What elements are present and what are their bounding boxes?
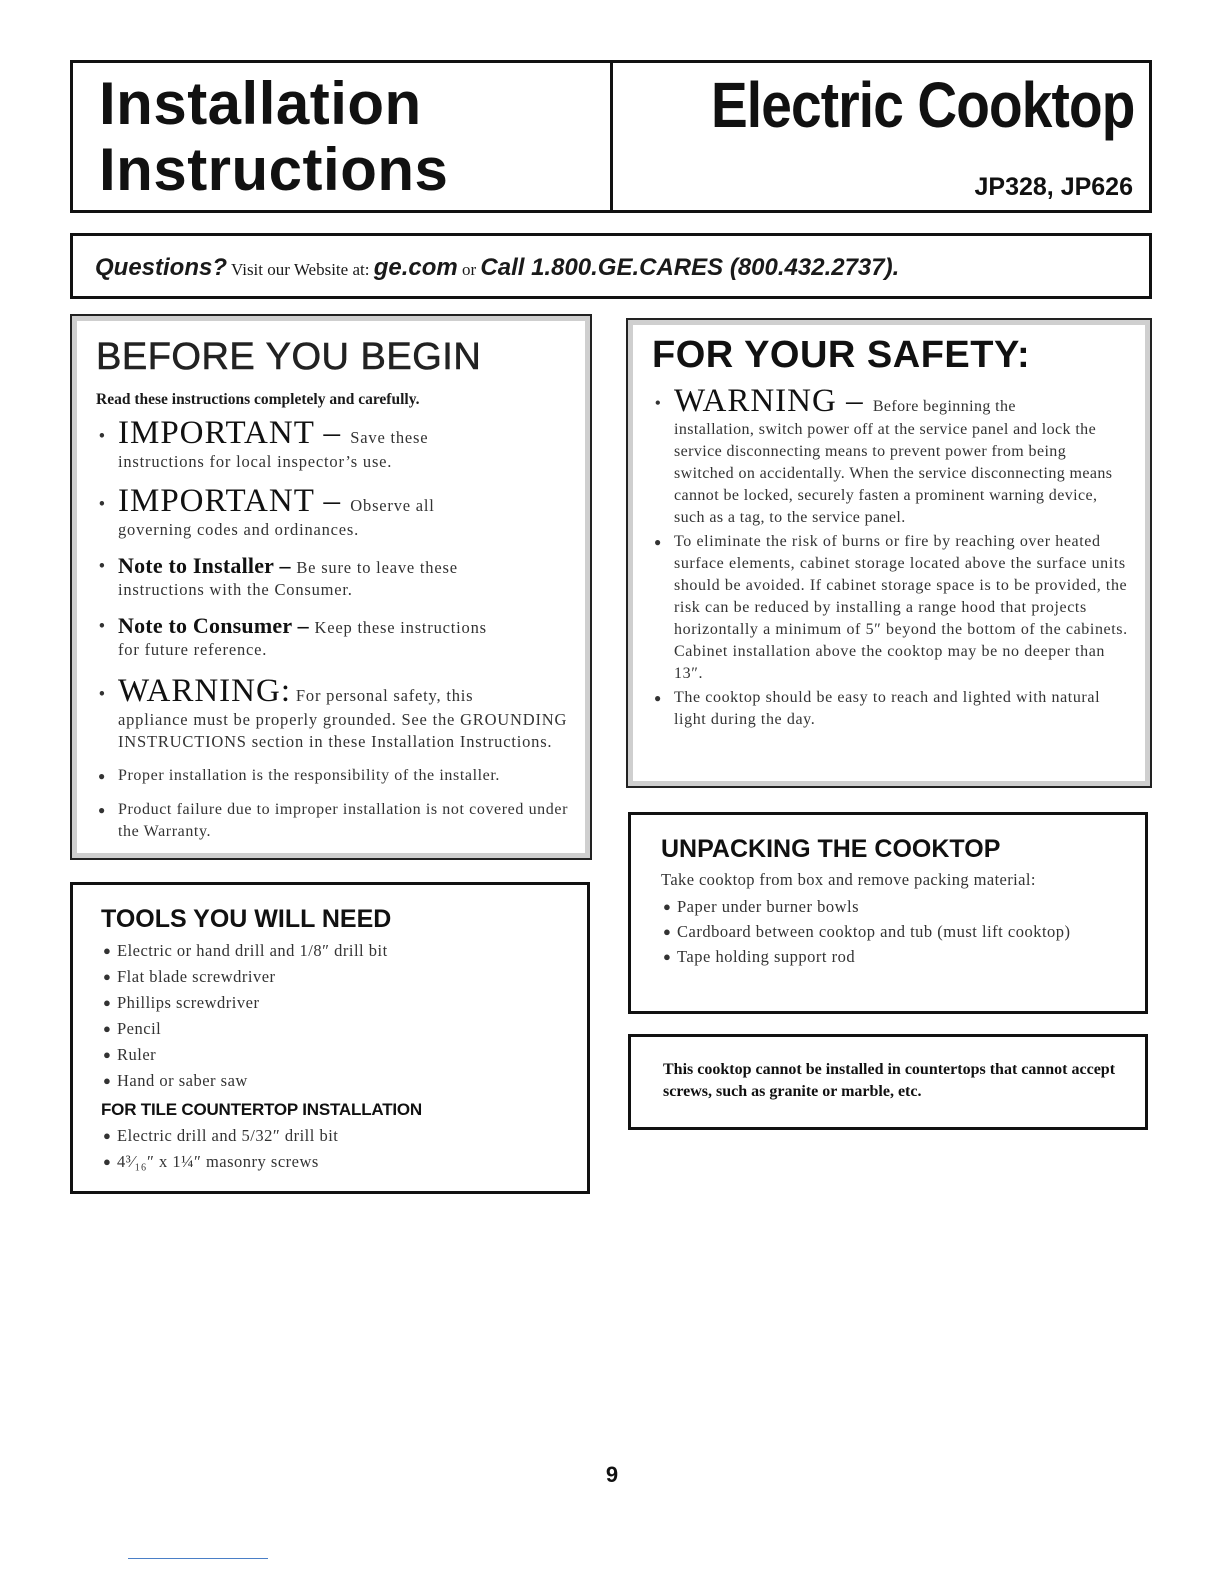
item-text: The cooktop should be easy to reach and lighted with natural light during the day. — [674, 689, 1101, 728]
item-heading: Note to Installer — [118, 553, 274, 578]
item-heading: WARNING: — [118, 673, 291, 709]
tools-section — [70, 882, 590, 1194]
unpacking-title: UNPACKING THE COOKTOP — [661, 835, 1001, 863]
document-header — [70, 60, 1152, 213]
bullet: ● — [103, 969, 112, 984]
visit-text: Visit our Website at: — [227, 260, 374, 279]
tool-text: Electric drill and 5/32″ drill bit — [117, 1126, 339, 1145]
item-heading: Note to Consumer — [118, 613, 292, 638]
tool-text: Electric or hand drill and 1/8″ drill bit — [117, 941, 388, 960]
tile-heading: FOR TILE COUNTERTOP INSTALLATION — [101, 1100, 422, 1119]
item-heading: IMPORTANT — [118, 415, 315, 451]
unpack-item — [661, 919, 1121, 944]
bullet: ● — [654, 691, 662, 705]
bullet: ● — [103, 1154, 112, 1169]
tools-title: TOOLS YOU WILL NEED — [101, 905, 392, 933]
item-text-inline: For personal safety, this — [295, 686, 474, 705]
phone-number: Call 1.800.GE.CARES (800.432.2737). — [480, 254, 900, 281]
product-title: Electric Cooktop — [711, 69, 1135, 141]
item-text-inline: Save these — [350, 428, 429, 447]
item-text: instructions with the Consumer. — [118, 580, 353, 599]
bullet: ● — [103, 995, 112, 1010]
tool-item — [101, 990, 563, 1016]
important-item-1 — [96, 415, 568, 473]
bullet: • — [99, 684, 106, 703]
header-title-line1: Installation — [99, 70, 422, 137]
bullet: ● — [98, 769, 106, 783]
bullet: • — [99, 426, 106, 445]
reach-light-item — [652, 687, 1130, 731]
warning-item — [96, 673, 568, 753]
item-text: Product failure due to improper installation is not covered under the Warranty. — [118, 801, 568, 840]
tile-tool-item — [101, 1123, 563, 1149]
unpack-text: Cardboard between cooktop and tub (must lift cooktop) — [677, 922, 1071, 941]
note-text: This cooktop cannot be installed in countertops that cannot accept screws, such as granite or marble, etc. — [663, 1061, 1116, 1100]
bullet: ● — [98, 803, 106, 817]
header-title-line2: Instructions — [99, 136, 449, 203]
item-dash: – — [291, 613, 315, 638]
for-your-safety-section — [626, 318, 1152, 788]
unpack-text: Tape holding support rod — [677, 947, 856, 966]
countertop-note — [628, 1034, 1148, 1130]
header-product-block — [613, 63, 1149, 210]
bullet: ● — [663, 949, 672, 964]
tool-text: Hand or saber saw — [117, 1071, 248, 1090]
tool-text: Pencil — [117, 1019, 162, 1038]
unpack-text: Paper under burner bowls — [677, 897, 859, 916]
item-text-inline: Keep these instructions — [314, 618, 487, 637]
bullet: ● — [103, 1047, 112, 1062]
item-dash: – — [314, 483, 351, 519]
tool-text: Flat blade screwdriver — [117, 967, 276, 986]
warranty-item — [96, 799, 568, 843]
unpack-item — [661, 944, 1121, 969]
before-you-begin-lead: Read these instructions completely and carefully. — [96, 391, 420, 408]
page-number: 9 — [605, 1462, 619, 1487]
bullet: ● — [663, 899, 672, 914]
warning-heading: WARNING — [674, 383, 837, 419]
before-you-begin-section — [70, 314, 592, 860]
footer-rule — [128, 1558, 268, 1559]
cabinet-storage-item — [652, 531, 1130, 685]
before-you-begin-title: BEFORE YOU BEGIN — [96, 336, 482, 378]
warning-dash: – — [836, 383, 873, 419]
item-text: governing codes and ordinances. — [118, 520, 360, 539]
tool-item — [101, 1068, 563, 1094]
or-text: or — [457, 260, 481, 279]
tool-item — [101, 964, 563, 990]
unpacking-intro: Take cooktop from box and remove packing material: — [661, 870, 1036, 889]
bullet: • — [99, 556, 106, 575]
bullet: ● — [103, 1073, 112, 1088]
item-text-inline: Observe all — [350, 496, 435, 515]
unpack-item — [661, 894, 1121, 919]
questions-bar — [70, 233, 1152, 299]
safety-warning-item — [652, 383, 1130, 529]
bullet: • — [655, 395, 662, 412]
installation-responsibility-item — [96, 765, 568, 787]
note-consumer-item — [96, 615, 568, 661]
tool-text: 4³⁄₁₆″ x 1¼″ masonry screws — [117, 1152, 319, 1171]
item-dash: – — [273, 553, 297, 578]
tool-text: Phillips screwdriver — [117, 993, 260, 1012]
header-title-block — [73, 63, 613, 210]
tool-item — [101, 1042, 563, 1068]
item-text: To eliminate the risk of burns or fire by reaching over heated surface elements, cabinet storage located above the surface units should be avoided. If cabinet storage space is to be provided, the risk can be reduced by installing a range hood that projects horizontally a minimum of 5″ beyond the bottom of the cabinets. Cabinet installation above the cooktop may be no deeper than 13″. — [674, 533, 1128, 682]
bullet: ● — [103, 943, 112, 958]
warning-text-inline: Before beginning the — [872, 398, 1016, 415]
bullet: ● — [103, 1021, 112, 1036]
item-text: for future reference. — [118, 640, 268, 659]
item-text-inline: Be sure to leave these — [296, 558, 458, 577]
tool-item — [101, 1016, 563, 1042]
for-your-safety-title: FOR YOUR SAFETY: — [652, 334, 1031, 376]
bullet: ● — [654, 535, 662, 549]
item-text: appliance must be properly grounded. See the GROUNDING INSTRUCTIONS section in these Installation Instructions. — [118, 710, 568, 751]
questions-label: Questions? — [95, 254, 228, 281]
important-item-2 — [96, 483, 568, 541]
model-numbers: JP328, JP626 — [974, 173, 1133, 201]
bullet: • — [99, 616, 106, 635]
warning-text: installation, switch power off at the service panel and lock the service disconnecting means to prevent power from being switched on accidentally. When the service disconnecting means cannot be locked, securely fasten a prominent warning device, such as a tag, to the service panel. — [674, 421, 1113, 526]
tile-tool-item — [101, 1149, 563, 1175]
item-dash: – — [314, 415, 351, 451]
tool-text: Ruler — [117, 1045, 157, 1064]
note-installer-item — [96, 555, 568, 601]
unpacking-section — [628, 812, 1148, 1014]
item-heading: IMPORTANT — [118, 483, 315, 519]
item-text: Proper installation is the responsibility of the installer. — [118, 767, 501, 784]
website-link[interactable]: ge.com — [373, 254, 458, 281]
item-text: instructions for local inspector’s use. — [118, 452, 393, 471]
bullet: ● — [663, 924, 672, 939]
bullet: ● — [103, 1128, 112, 1143]
bullet: • — [99, 494, 106, 513]
tool-item — [101, 938, 563, 964]
